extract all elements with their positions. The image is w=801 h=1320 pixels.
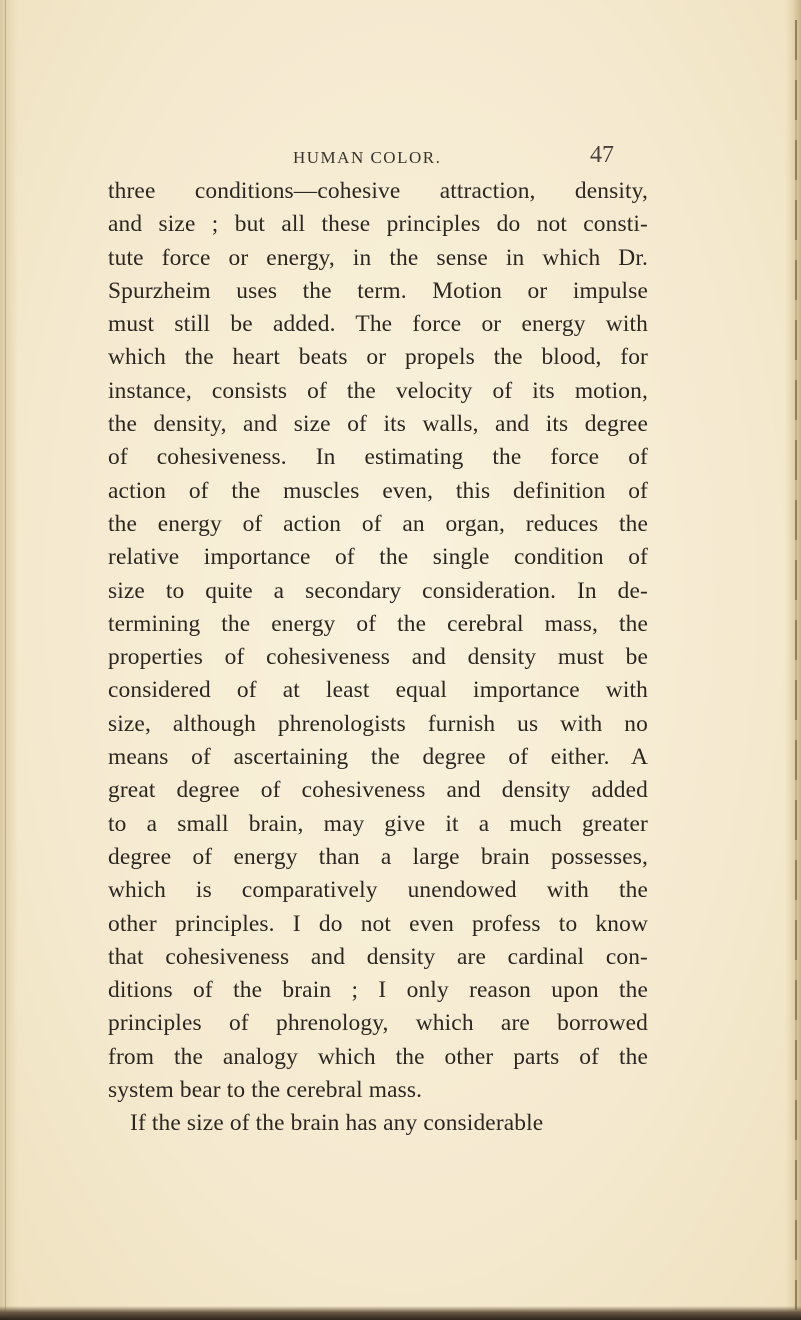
text-line: the energy of action of an organ, reduces the [108,510,648,537]
text-line: Spurzheim uses the term. Motion or impulse [108,277,648,304]
text-line: other principles. I do not even profess to know [108,910,648,937]
text-line: size to quite a secondary consideration. In de- [108,577,648,604]
text-line: must still be added. The force or energy with [108,311,648,338]
text-line: great degree of cohesiveness and density added [108,777,648,804]
text-line: principles of phrenology, which are borrowed [108,1010,648,1037]
page-header [0,142,801,176]
text-line: tute force or energy, in the sense in which Dr. [108,244,648,271]
body-text [108,175,648,1141]
text-line: action of the muscles even, this definition of [108,477,648,504]
text-line: considered of at least equal importance with [108,677,648,704]
text-line: instance, consists of the velocity of its motion, [108,377,648,404]
text-line: relative importance of the single condition of [108,544,648,571]
running-head: HUMAN COLOR. [293,148,442,167]
text-line: from the analogy which the other parts of the [108,1043,648,1070]
page-edge-bottom [0,1306,801,1320]
text-line: which the heart beats or propels the blood, for [108,344,648,371]
text-line: means of ascertaining the degree of either. A [108,744,648,771]
text-line: size, although phrenologists furnish us with no [108,710,648,737]
page-edge-right [785,0,801,1320]
text-line: termining the energy of the cerebral mass, the [108,610,648,637]
text-line: which is comparatively unendowed with the [108,877,648,904]
text-line: ditions of the brain ; I only reason upon the [108,977,648,1004]
text-line: system bear to the cerebral mass. [108,1077,423,1104]
text-line: the density, and size of its walls, and its degree [108,411,648,438]
text-line: of cohesiveness. In estimating the force of [108,444,648,471]
text-line: properties of cohesiveness and density must be [108,644,648,671]
text-line: If the size of the brain has any considerable [130,1110,544,1137]
binding-gutter [0,0,18,1320]
page-number: 47 [590,142,614,168]
text-line: to a small brain, may give it a much greater [108,810,648,837]
text-line: that cohesiveness and density are cardinal con- [108,943,648,970]
text-line: three conditions—cohesive attraction, density, [108,178,648,204]
text-line: degree of energy than a large brain possesses, [108,843,648,870]
text-line: and size ; but all these principles do not consti- [108,211,648,238]
